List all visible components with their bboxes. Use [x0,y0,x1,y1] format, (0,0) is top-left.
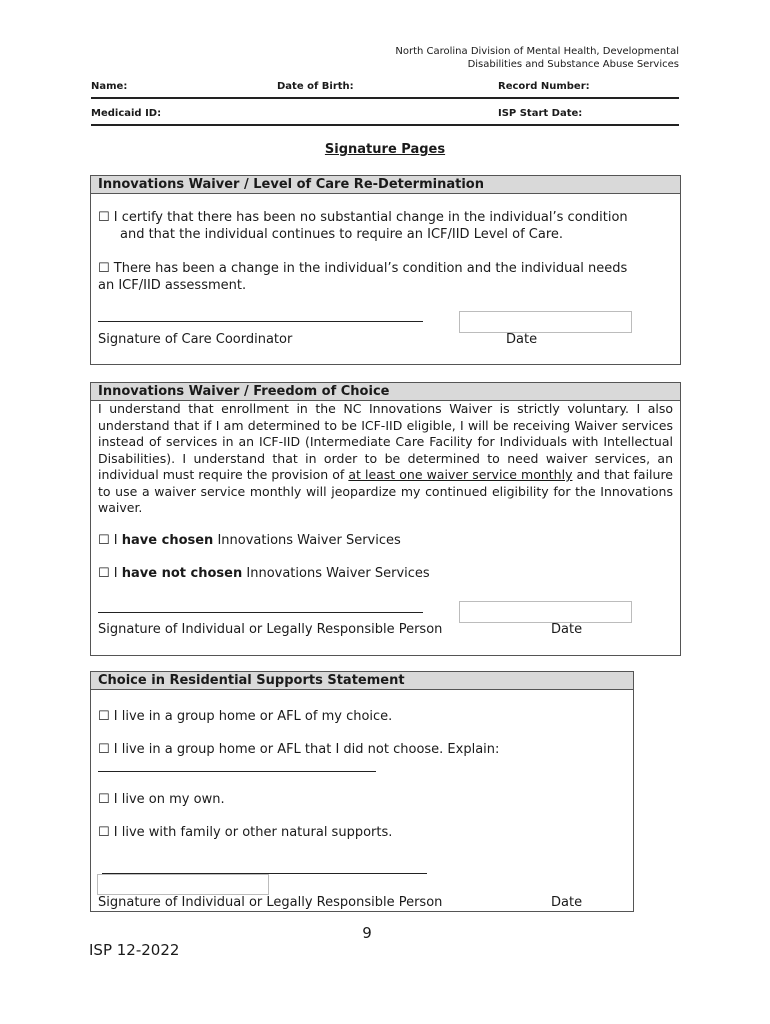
residential-date-field[interactable] [97,874,269,895]
page-number: 9 [362,924,372,942]
have-chosen-prefix: ☐ I [98,533,122,548]
no-change-line-1: ☐ I certify that there has been no substantial change in the individual’s condition [98,210,628,225]
have-chosen-suffix: Innovations Waiver Services [213,533,401,548]
agency-line-2: Disabilities and Substance Abuse Services [467,59,679,70]
no-change-line-2: and that the individual continues to require an ICF/IID Level of Care. [120,227,564,242]
have-not-chosen-prefix: ☐ I [98,566,122,581]
change-line-2: an ICF/IID assessment. [98,278,247,293]
no-change-option[interactable] [98,209,673,243]
group-home-choice-option[interactable]: ☐ I live in a group home or AFL of my choice. [98,709,393,724]
live-on-own-option[interactable]: ☐ I live on my own. [98,792,225,807]
residential-signature-label: Signature of Individual or Legally Responsible Person [98,895,443,910]
statement-part-2: and that failure to use a waiver service monthly will jeopardize my continued eligibility for the Innovations waiver. [98,467,674,515]
statement-part-1: I understand that enrollment in the NC Innovations Waiver is strictly voluntary. I also understand that if I am determined to be ICF-IID eligible, I will be receiving Waiver services instead of services in an ICF-IID (Intermediate Care Facility for Individuals with Intellectual Disabilities). I understand that in order to be determined to need waiver services, an individual must require the provision of [98,401,673,482]
have-chosen-option[interactable] [98,532,401,549]
residential-supports-section [90,671,634,912]
change-option[interactable] [98,260,673,294]
agency-line-1: North Carolina Division of Mental Health, Developmental [395,46,679,57]
individual-signature-line[interactable] [98,612,423,613]
level-of-care-section [90,175,681,365]
individual-date-label: Date [551,622,583,637]
level-of-care-heading: Innovations Waiver / Level of Care Re-Determination [91,176,680,194]
individual-signature-label: Signature of Individual or Legally Responsible Person [98,622,443,637]
live-with-family-option[interactable]: ☐ I live with family or other natural supports. [98,825,393,840]
explain-line[interactable] [98,771,376,772]
agency-header [259,45,679,71]
name-label: Name: [91,81,128,92]
header-row-2 [91,108,679,126]
care-coordinator-signature-label: Signature of Care Coordinator [98,332,293,347]
care-coordinator-date-field[interactable] [459,311,632,333]
header-row-1 [91,81,679,99]
care-coordinator-date-label: Date [506,332,538,347]
change-line-1: ☐ There has been a change in the individual’s condition and the individual needs [98,261,628,276]
statement-underlined: at least one waiver service monthly [348,467,573,482]
have-not-chosen-option[interactable] [98,565,430,582]
have-chosen-bold: have chosen [121,533,214,548]
have-not-chosen-bold: have not chosen [121,566,243,581]
residential-date-label: Date [551,895,583,910]
residential-supports-heading: Choice in Residential Supports Statement [91,672,633,690]
group-home-not-choice-option[interactable]: ☐ I live in a group home or AFL that I did not choose. Explain: [98,742,500,757]
dob-label: Date of Birth: [277,81,354,92]
freedom-of-choice-section [90,382,681,656]
record-number-label: Record Number: [498,81,590,92]
freedom-of-choice-statement [98,401,673,517]
isp-start-date-label: ISP Start Date: [498,108,583,119]
have-not-chosen-suffix: Innovations Waiver Services [242,566,430,581]
freedom-of-choice-heading: Innovations Waiver / Freedom of Choice [91,383,680,401]
care-coordinator-signature-line[interactable] [98,321,423,322]
individual-date-field[interactable] [459,601,632,623]
page-title: Signature Pages [324,142,446,157]
medicaid-id-label: Medicaid ID: [91,108,162,119]
document-id: ISP 12-2022 [89,941,180,959]
